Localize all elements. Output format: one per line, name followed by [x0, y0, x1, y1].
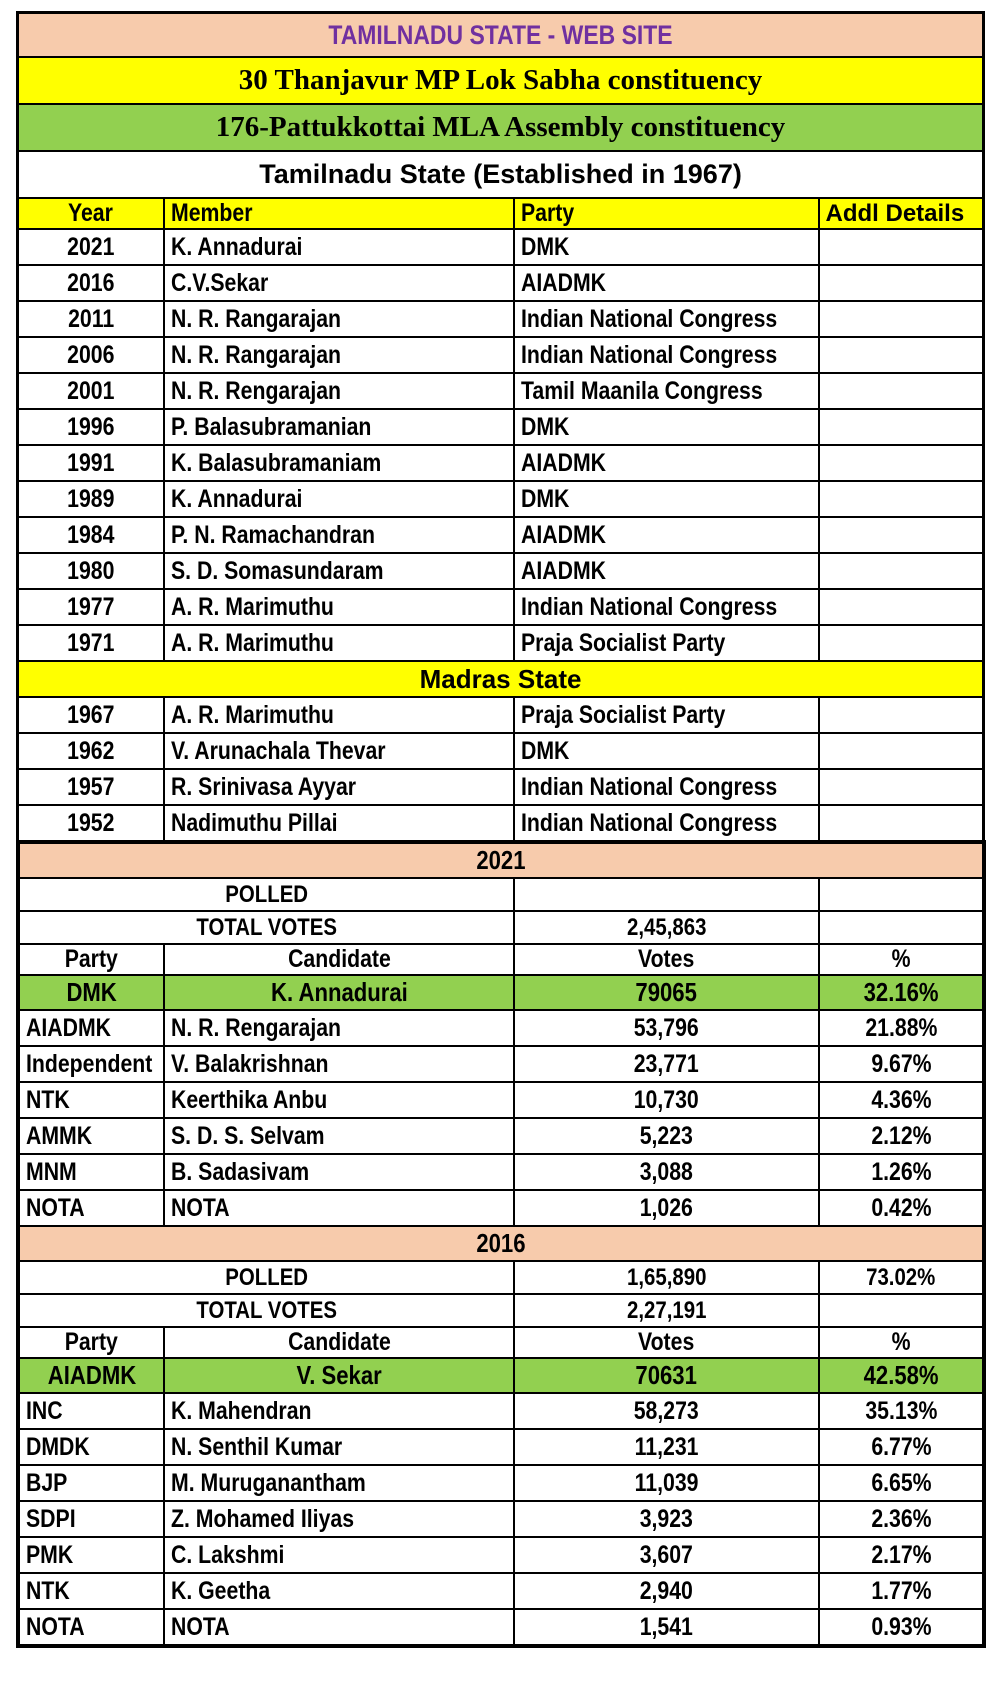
- history-row: [18, 265, 984, 301]
- party-cell: AIADMK: [514, 553, 819, 589]
- addl-details-header: Addl Details: [819, 198, 984, 229]
- polled-row: [18, 878, 984, 911]
- results-header-row: [18, 1327, 984, 1358]
- history-row: [18, 697, 984, 733]
- party-cell: Indian National Congress: [514, 337, 819, 373]
- candidate-cell: C. Lakshmi: [164, 1537, 514, 1573]
- candidate-cell: B. Sadasivam: [164, 1154, 514, 1190]
- percent-header: %: [819, 944, 984, 975]
- madras-state-title: Madras State: [18, 661, 984, 697]
- year-cell: 1967: [18, 697, 164, 733]
- candidate-header: Candidate: [164, 1327, 514, 1358]
- addl-details-cell: [819, 589, 984, 625]
- polled-percent-cell: [819, 878, 984, 911]
- result-row: [18, 1537, 984, 1573]
- state-title: Tamilnadu State (Established in 1967): [18, 151, 984, 198]
- addl-details-cell: [819, 553, 984, 589]
- result-row: [18, 1082, 984, 1118]
- total-votes-cell: 2,45,863: [514, 911, 819, 944]
- addl-details-cell: [819, 769, 984, 805]
- election-year-cell: 2016: [18, 1226, 984, 1261]
- addl-details-cell: [819, 265, 984, 301]
- party-cell: DMK: [514, 481, 819, 517]
- mp-constituency-title: 30 Thanjavur MP Lok Sabha constituency: [18, 57, 984, 104]
- member-cell: V. Arunachala Thevar: [164, 733, 514, 769]
- party-cell: NTK: [18, 1082, 164, 1118]
- party-cell: AIADMK: [18, 1010, 164, 1046]
- party-cell: Indian National Congress: [514, 769, 819, 805]
- member-cell: P. N. Ramachandran: [164, 517, 514, 553]
- votes-cell: 3,607: [514, 1537, 819, 1573]
- percent-header: %: [819, 1327, 984, 1358]
- site-title-cell: [18, 13, 984, 58]
- year-cell: 2006: [18, 337, 164, 373]
- addl-details-cell: [819, 805, 984, 842]
- history-row: [18, 805, 984, 842]
- party-cell: AIADMK: [514, 265, 819, 301]
- member-cell: S. D. Somasundaram: [164, 553, 514, 589]
- member-cell: A. R. Marimuthu: [164, 625, 514, 661]
- party-cell: BJP: [18, 1465, 164, 1501]
- member-cell: N. R. Rangarajan: [164, 301, 514, 337]
- madras-state-banner: [18, 661, 984, 697]
- party-header: Party: [18, 944, 164, 975]
- candidate-cell: S. D. S. Selvam: [164, 1118, 514, 1154]
- history-row: [18, 373, 984, 409]
- history-row: [18, 481, 984, 517]
- percent-cell: 2.17%: [819, 1537, 984, 1573]
- member-cell: P. Balasubramanian: [164, 409, 514, 445]
- state-title-row: [18, 151, 984, 198]
- polled-votes-cell: [514, 878, 819, 911]
- party-cell: AIADMK: [514, 517, 819, 553]
- year-cell: 2021: [18, 229, 164, 265]
- results-table: [16, 840, 986, 1648]
- year-cell: 1980: [18, 553, 164, 589]
- year-cell: 1962: [18, 733, 164, 769]
- result-row: [18, 1609, 984, 1646]
- history-row: [18, 589, 984, 625]
- polled-percent-cell: 73.02%: [819, 1261, 984, 1294]
- total-votes-row: [18, 1294, 984, 1327]
- polled-row: [18, 1261, 984, 1294]
- votes-cell: 1,026: [514, 1190, 819, 1226]
- percent-cell: 21.88%: [819, 1010, 984, 1046]
- history-row: [18, 553, 984, 589]
- polled-label-cell: POLLED: [18, 1261, 514, 1294]
- member-cell: A. R. Marimuthu: [164, 697, 514, 733]
- candidate-cell: Z. Mohamed Iliyas: [164, 1501, 514, 1537]
- votes-cell: 58,273: [514, 1393, 819, 1429]
- candidate-cell: N. R. Rengarajan: [164, 1010, 514, 1046]
- votes-cell: 3,088: [514, 1154, 819, 1190]
- party-cell: AIADMK: [18, 1358, 164, 1393]
- addl-details-cell: [819, 697, 984, 733]
- member-header: Member: [164, 198, 514, 229]
- polled-votes-cell: 1,65,890: [514, 1261, 819, 1294]
- percent-cell: 42.58%: [819, 1358, 984, 1393]
- polled-label-cell: POLLED: [18, 878, 514, 911]
- election-year-banner-2021: [18, 842, 984, 878]
- year-cell: 1984: [18, 517, 164, 553]
- result-row: [18, 1393, 984, 1429]
- member-cell: K. Balasubramaniam: [164, 445, 514, 481]
- percent-cell: 32.16%: [819, 975, 984, 1010]
- election-year-banner-2016: [18, 1226, 984, 1261]
- result-row: [18, 1465, 984, 1501]
- total-votes-label-cell: TOTAL VOTES: [18, 1294, 514, 1327]
- site-title: TAMILNADU STATE - WEB SITE: [328, 19, 673, 50]
- votes-cell: 11,039: [514, 1465, 819, 1501]
- result-row: [18, 1429, 984, 1465]
- addl-details-cell: [819, 409, 984, 445]
- votes-cell: 3,923: [514, 1501, 819, 1537]
- percent-cell: 1.77%: [819, 1573, 984, 1609]
- votes-header: Votes: [514, 944, 819, 975]
- addl-details-cell: [819, 337, 984, 373]
- candidate-header: Candidate: [164, 944, 514, 975]
- total-percent-cell: [819, 911, 984, 944]
- member-cell: N. R. Rangarajan: [164, 337, 514, 373]
- mp-constituency-banner: [18, 57, 984, 104]
- votes-cell: 70631: [514, 1358, 819, 1393]
- year-cell: 1991: [18, 445, 164, 481]
- party-cell: DMK: [514, 409, 819, 445]
- result-row: [18, 1046, 984, 1082]
- party-cell: Indian National Congress: [514, 805, 819, 842]
- history-header-row: [18, 198, 984, 229]
- percent-cell: 1.26%: [819, 1154, 984, 1190]
- history-row: [18, 301, 984, 337]
- history-row: [18, 445, 984, 481]
- candidate-cell: NOTA: [164, 1190, 514, 1226]
- party-cell: NOTA: [18, 1190, 164, 1226]
- member-cell: A. R. Marimuthu: [164, 589, 514, 625]
- votes-cell: 5,223: [514, 1118, 819, 1154]
- party-header: Party: [18, 1327, 164, 1358]
- year-cell: 1952: [18, 805, 164, 842]
- history-row: [18, 409, 984, 445]
- votes-cell: 10,730: [514, 1082, 819, 1118]
- history-row: [18, 625, 984, 661]
- year-cell: 2011: [18, 301, 164, 337]
- result-row: [18, 1573, 984, 1609]
- addl-details-cell: [819, 373, 984, 409]
- addl-details-cell: [819, 625, 984, 661]
- year-cell: 1957: [18, 769, 164, 805]
- candidate-cell: NOTA: [164, 1609, 514, 1646]
- votes-header: Votes: [514, 1327, 819, 1358]
- results-header-row: [18, 944, 984, 975]
- history-row: [18, 337, 984, 373]
- candidate-cell: V. Sekar: [164, 1358, 514, 1393]
- party-cell: SDPI: [18, 1501, 164, 1537]
- candidate-cell: K. Geetha: [164, 1573, 514, 1609]
- party-cell: Praja Socialist Party: [514, 625, 819, 661]
- candidate-cell: K. Mahendran: [164, 1393, 514, 1429]
- election-year-cell: 2021: [18, 842, 984, 878]
- history-row: [18, 733, 984, 769]
- candidate-cell: M. Muruganantham: [164, 1465, 514, 1501]
- percent-cell: 9.67%: [819, 1046, 984, 1082]
- member-cell: R. Srinivasa Ayyar: [164, 769, 514, 805]
- history-row: [18, 517, 984, 553]
- votes-cell: 11,231: [514, 1429, 819, 1465]
- total-votes-row: [18, 911, 984, 944]
- mla-constituency-banner: [18, 104, 984, 151]
- year-header: Year: [18, 198, 164, 229]
- party-cell: MNM: [18, 1154, 164, 1190]
- party-cell: Praja Socialist Party: [514, 697, 819, 733]
- member-cell: Nadimuthu Pillai: [164, 805, 514, 842]
- history-row: [18, 229, 984, 265]
- percent-cell: 4.36%: [819, 1082, 984, 1118]
- candidate-cell: K. Annadurai: [164, 975, 514, 1010]
- party-cell: NTK: [18, 1573, 164, 1609]
- votes-cell: 79065: [514, 975, 819, 1010]
- mla-constituency-title: 176-Pattukkottai MLA Assembly constituency: [18, 104, 984, 151]
- result-row: [18, 1010, 984, 1046]
- party-cell: Independent: [18, 1046, 164, 1082]
- party-header: Party: [514, 198, 819, 229]
- history-table: [16, 11, 985, 843]
- year-cell: 1996: [18, 409, 164, 445]
- result-row: [18, 1154, 984, 1190]
- member-cell: N. R. Rengarajan: [164, 373, 514, 409]
- votes-cell: 1,541: [514, 1609, 819, 1646]
- year-cell: 1971: [18, 625, 164, 661]
- party-cell: DMDK: [18, 1429, 164, 1465]
- party-cell: DMK: [18, 975, 164, 1010]
- party-cell: DMK: [514, 229, 819, 265]
- addl-details-cell: [819, 481, 984, 517]
- party-cell: AMMK: [18, 1118, 164, 1154]
- history-row: [18, 769, 984, 805]
- party-cell: PMK: [18, 1537, 164, 1573]
- member-cell: K. Annadurai: [164, 229, 514, 265]
- percent-cell: 0.93%: [819, 1609, 984, 1646]
- party-cell: NOTA: [18, 1609, 164, 1646]
- member-cell: K. Annadurai: [164, 481, 514, 517]
- party-cell: DMK: [514, 733, 819, 769]
- addl-details-cell: [819, 517, 984, 553]
- result-row: [18, 1118, 984, 1154]
- addl-details-cell: [819, 445, 984, 481]
- main-content: [16, 11, 982, 1648]
- candidate-cell: Keerthika Anbu: [164, 1082, 514, 1118]
- percent-cell: 2.12%: [819, 1118, 984, 1154]
- year-cell: 1977: [18, 589, 164, 625]
- result-row: [18, 1501, 984, 1537]
- party-cell: Indian National Congress: [514, 589, 819, 625]
- percent-cell: 0.42%: [819, 1190, 984, 1226]
- votes-cell: 2,940: [514, 1573, 819, 1609]
- candidate-cell: N. Senthil Kumar: [164, 1429, 514, 1465]
- addl-details-cell: [819, 229, 984, 265]
- total-votes-label-cell: TOTAL VOTES: [18, 911, 514, 944]
- candidate-cell: V. Balakrishnan: [164, 1046, 514, 1082]
- percent-cell: 6.65%: [819, 1465, 984, 1501]
- percent-cell: 2.36%: [819, 1501, 984, 1537]
- percent-cell: 6.77%: [819, 1429, 984, 1465]
- votes-cell: 53,796: [514, 1010, 819, 1046]
- year-cell: 1989: [18, 481, 164, 517]
- year-cell: 2016: [18, 265, 164, 301]
- votes-cell: 23,771: [514, 1046, 819, 1082]
- addl-details-cell: [819, 733, 984, 769]
- total-votes-cell: 2,27,191: [514, 1294, 819, 1327]
- party-cell: Indian National Congress: [514, 301, 819, 337]
- addl-details-cell: [819, 301, 984, 337]
- winner-row: [18, 1358, 984, 1393]
- percent-cell: 35.13%: [819, 1393, 984, 1429]
- party-cell: AIADMK: [514, 445, 819, 481]
- party-cell: INC: [18, 1393, 164, 1429]
- member-cell: C.V.Sekar: [164, 265, 514, 301]
- winner-row: [18, 975, 984, 1010]
- party-cell: Tamil Maanila Congress: [514, 373, 819, 409]
- year-cell: 2001: [18, 373, 164, 409]
- site-title-banner: [18, 13, 984, 58]
- total-percent-cell: [819, 1294, 984, 1327]
- result-row: [18, 1190, 984, 1226]
